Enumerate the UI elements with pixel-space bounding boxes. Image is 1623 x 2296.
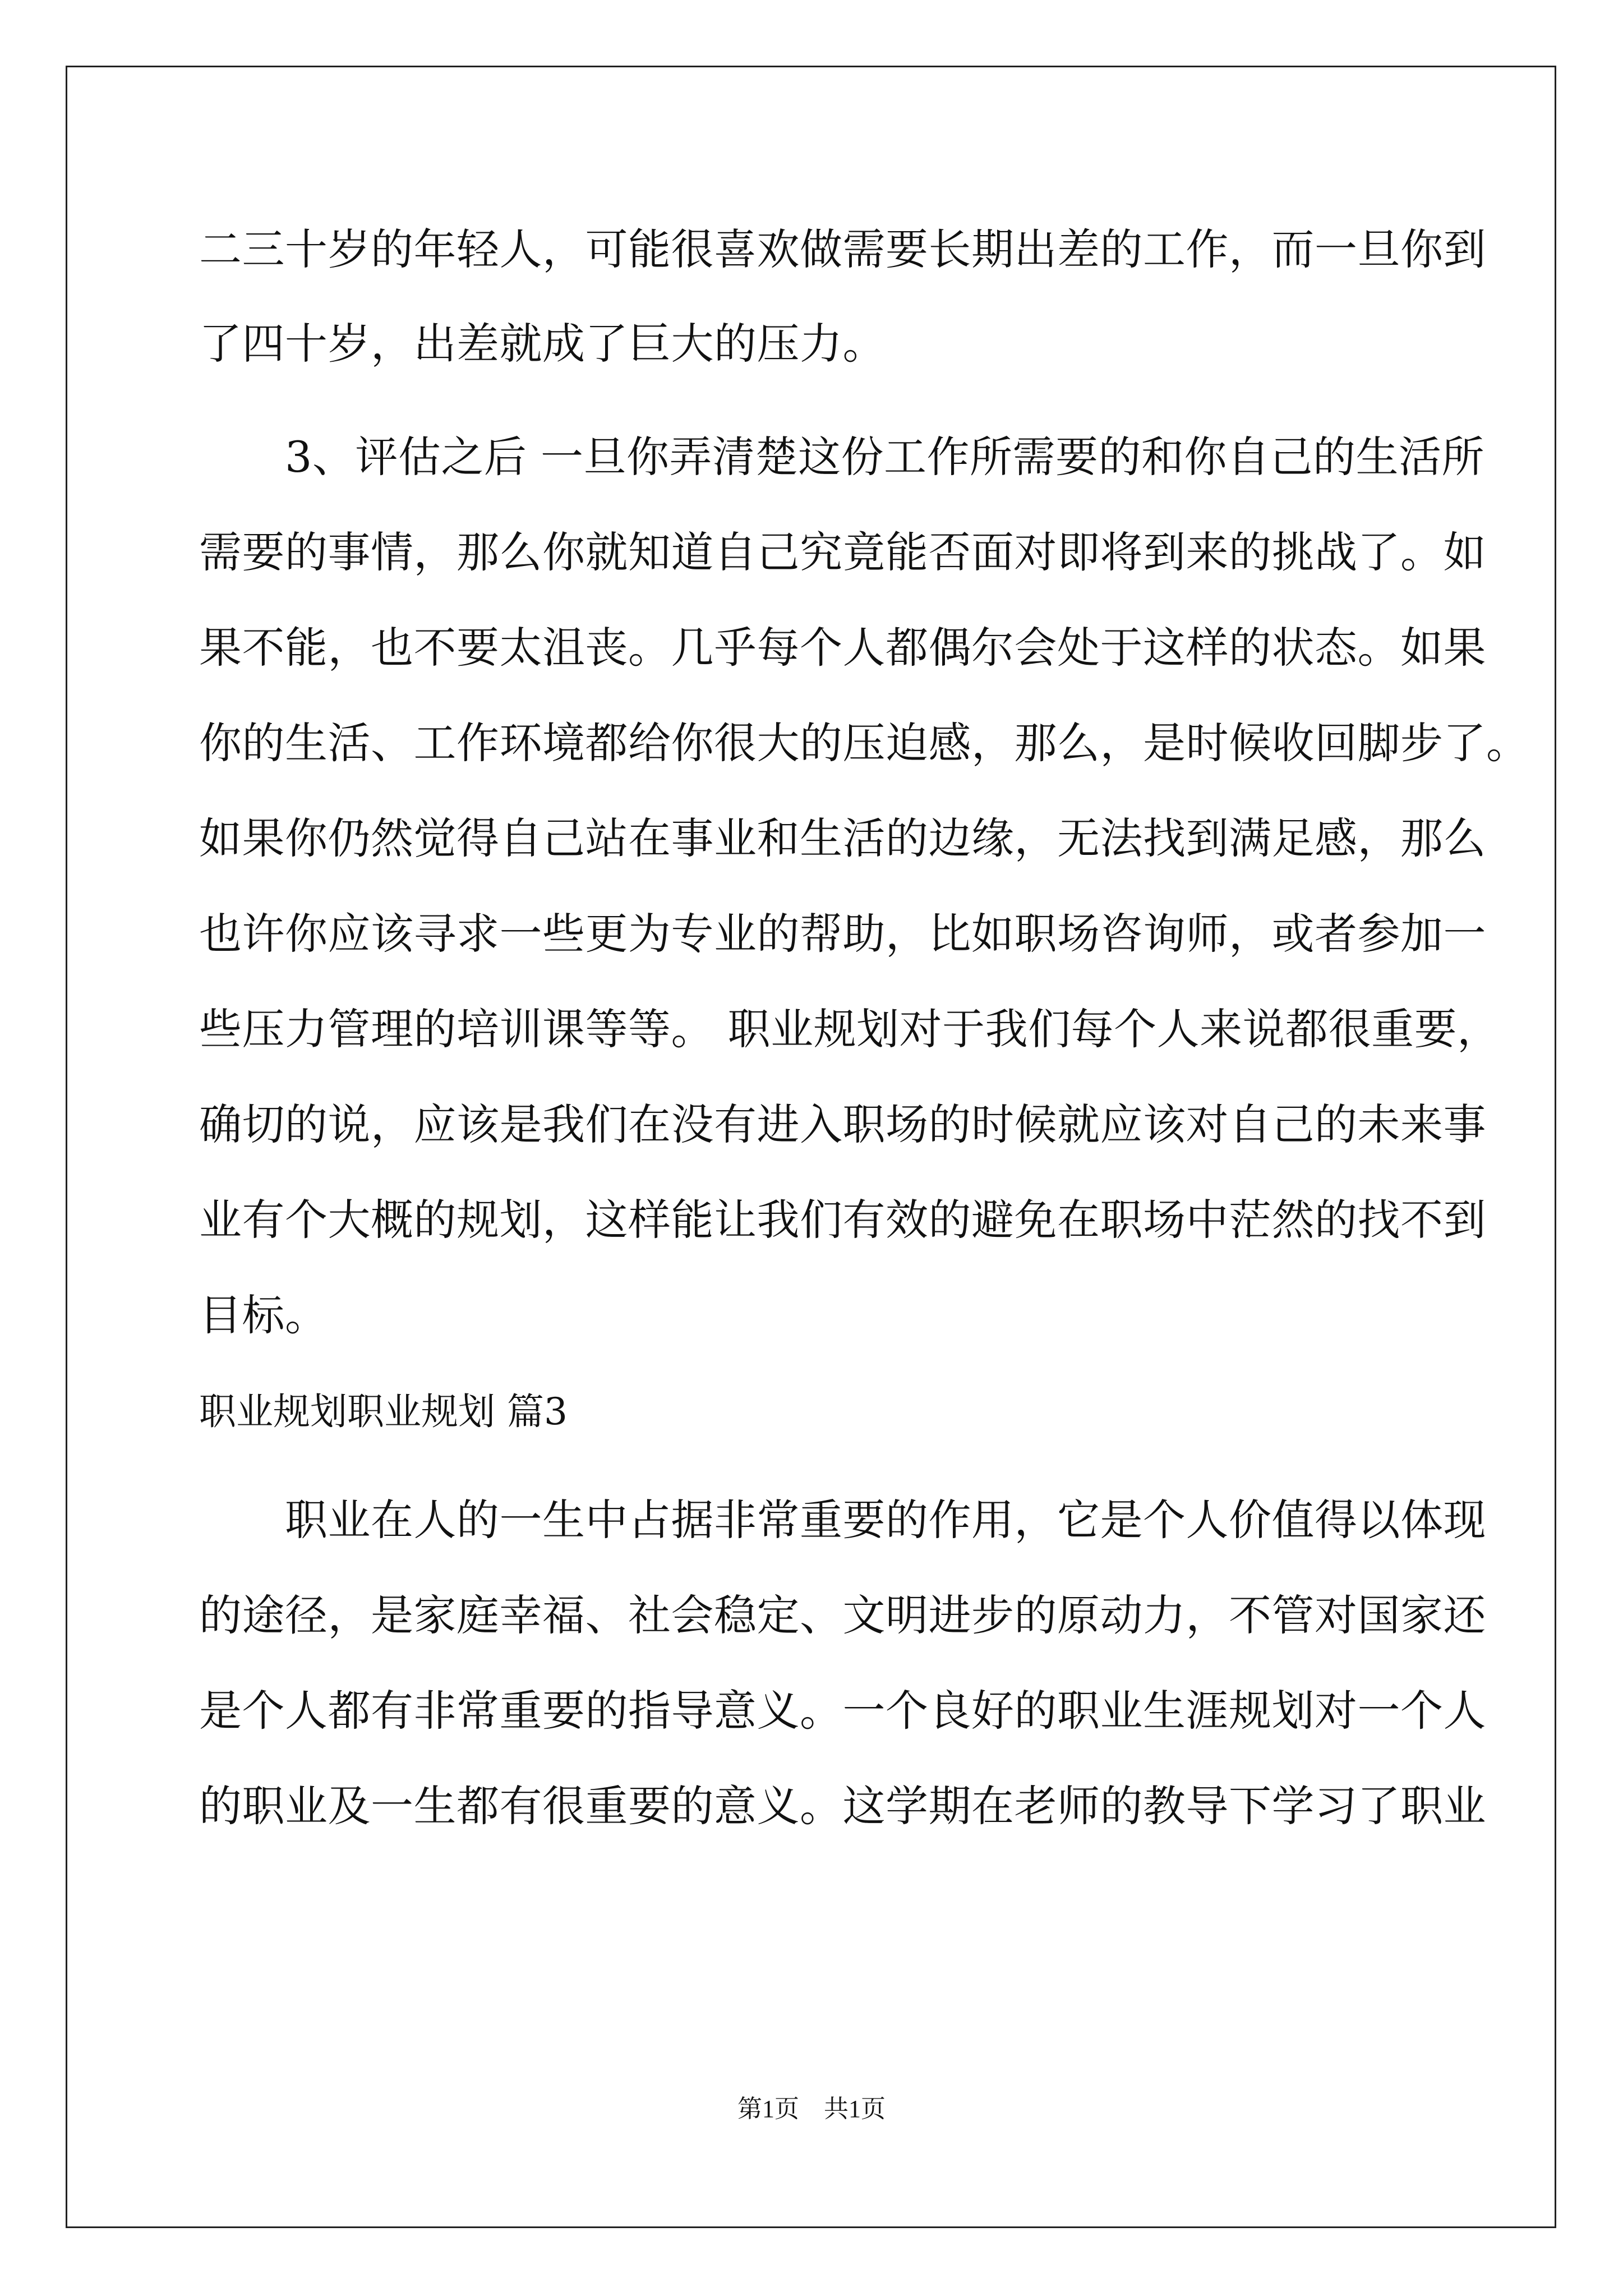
body-line: 你的生活、工作环境都给你很大的压迫感，那么，是时候收回脚步了。 bbox=[199, 718, 1529, 768]
body-line: 是个人都有非常重要的指导意义。一个良好的职业生涯规划对一个人 bbox=[199, 1686, 1486, 1736]
body-line: 的途径，是家庭幸福、社会稳定、文明进步的原动力，不管对国家还 bbox=[199, 1590, 1486, 1640]
body-line: 二三十岁的年轻人，可能很喜欢做需要长期出差的工作，而一旦你到 bbox=[199, 224, 1486, 274]
body-line: 的职业及一生都有很重要的意义。这学期在老师的教导下学习了职业 bbox=[199, 1781, 1486, 1831]
body-line: 确切的说，应该是我们在没有进入职场的时候就应该对自己的未来事 bbox=[199, 1099, 1486, 1149]
section-heading: 职业规划职业规划 篇3 bbox=[199, 1390, 568, 1433]
body-line: 业有个大概的规划，这样能让我们有效的避免在职场中茫然的找不到 bbox=[199, 1195, 1486, 1245]
body-line: 果不能，也不要太沮丧。几乎每个人都偶尔会处于这样的状态。如果 bbox=[199, 623, 1486, 673]
body-line: 职业在人的一生中占据非常重要的作用，它是个人价值得以体现 bbox=[199, 1495, 1486, 1545]
body-line: 3、评估之后 一旦你弄清楚这份工作所需要的和你自己的生活所 bbox=[199, 432, 1485, 482]
body-line: 如果你仍然觉得自己站在事业和生活的边缘，无法找到满足感，那么 bbox=[199, 813, 1486, 863]
body-line: 了四十岁，出差就成了巨大的压力。 bbox=[199, 319, 886, 369]
body-line: 些压力管理的培训课等等。 职业规划对于我们每个人来说都很重要， bbox=[199, 1004, 1500, 1054]
page-number-footer: 第1页 共1页 bbox=[737, 2095, 886, 2123]
body-line: 也许你应该寻求一些更为专业的帮助，比如职场咨询师，或者参加一 bbox=[199, 909, 1486, 959]
body-line: 目标。 bbox=[199, 1290, 328, 1340]
body-line: 需要的事情，那么你就知道自己究竟能否面对即将到来的挑战了。如 bbox=[199, 527, 1486, 577]
